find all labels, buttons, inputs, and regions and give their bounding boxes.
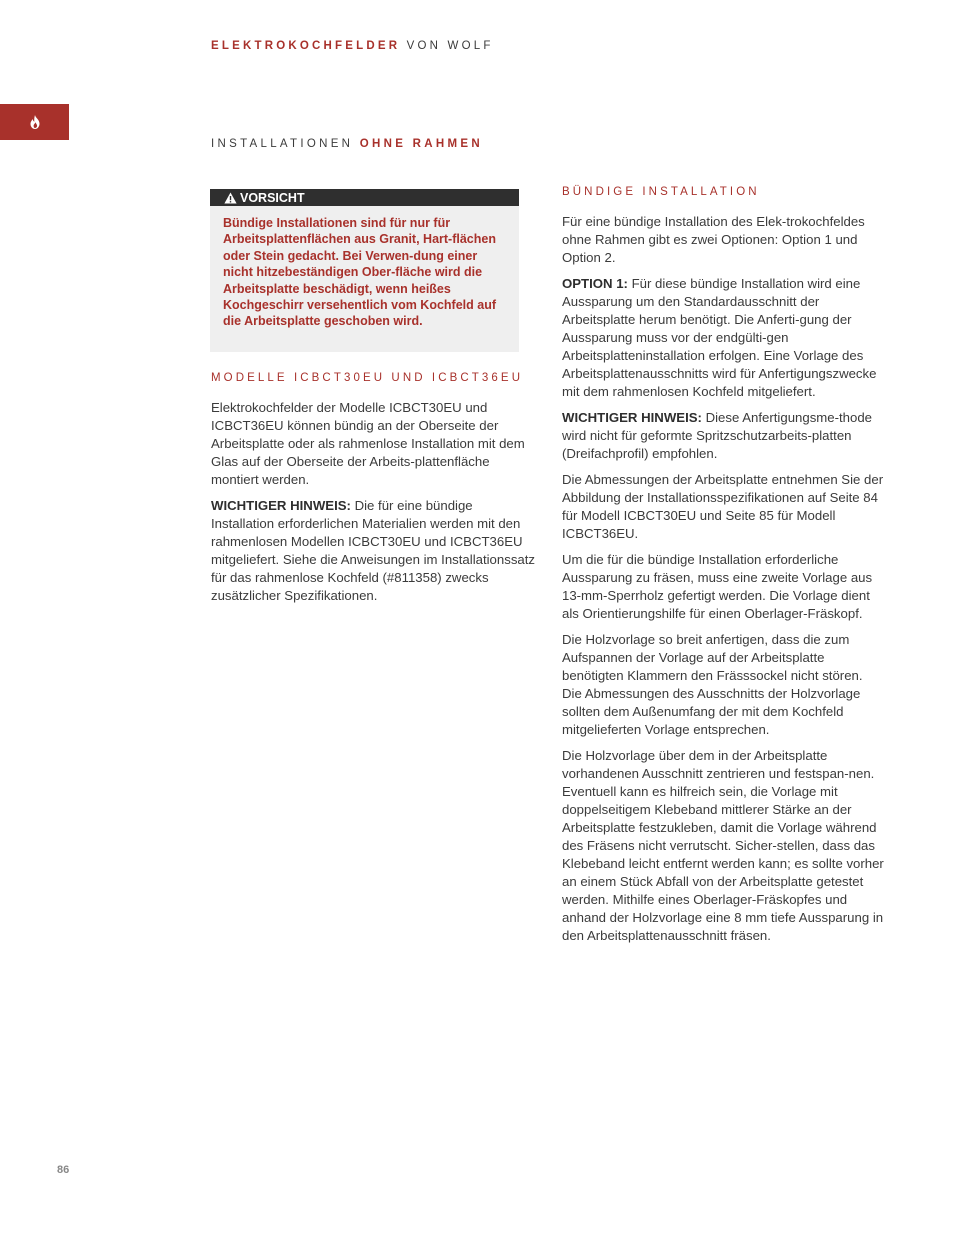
section-title-plain: INSTALLATIONEN bbox=[211, 138, 354, 150]
page-number: 86 bbox=[57, 1164, 70, 1176]
important-note-paragraph bbox=[211, 497, 536, 605]
header-suffix: VON WOLF bbox=[406, 40, 494, 52]
warning-icon bbox=[224, 192, 237, 204]
models-paragraph: Elektrokochfelder der Modelle ICBCT30EU und ICBCT36EU können bündig an der Oberseite der Arbeitsplatte oder als rahmenlose Installation mit dem Glas auf der Oberseite der Arbeits-plattenfläche montiert werden. bbox=[211, 400, 525, 487]
centering-paragraph: Die Holzvorlage über dem in der Arbeitsplatte vorhandenen Ausschnitt zentrieren und festspan-nen. Eventuell kann es hilfreich sein, die Vorlage mit doppelseitigem Klebeband mittlerer Stärke an der Arbeitsplatte festzukleben, damit die Vorlage während des Fräsens nicht verrutscht. Sicher-stellen, dass das Klebeband leicht entfernt werden kann; es sollte vorher an einem Stück Abfall von der Arbeitsplatte getestet werden. Mithilfe eines Oberlager-Fräskopfes und anhand der Holzvorlage eine 8 mm tiefe Aussparung in den Arbeitsplattenausschnitt fräsen. bbox=[562, 748, 884, 943]
wood-template-paragraph: Die Holzvorlage so breit anfertigen, dass die zum Aufspannen der Vorlage auf der Arbeitsplatte benötigten Klammern den Frässsockel nicht stören. Die Abmessungen des Ausschnitts der Holzvorlage sollten dem Außenumfang der mit dem Kochfeld mitgelieferten Vorlage entsprechen. bbox=[562, 632, 863, 737]
important-note-text: Die für eine bündige Installation erforderlichen Materialien werden mit den rahmenlosen Modellen ICBCT30EU und ICBCT36EU mitgeliefert. Siehe die Anweisungen im Installationssatz für das rahmenlose Kochfeld (#811358) zwecks zusätzlicher Spezifikationen. bbox=[211, 498, 536, 603]
caution-label: VORSICHT bbox=[240, 190, 305, 205]
option-1-paragraph bbox=[562, 275, 884, 401]
running-header bbox=[211, 40, 494, 52]
section-title-accent: OHNE RAHMEN bbox=[359, 138, 483, 150]
section-tab bbox=[0, 104, 69, 140]
models-heading: MODELLE ICBCT30EU UND ICBCT36EU bbox=[211, 372, 524, 384]
left-column bbox=[211, 372, 536, 613]
caution-box bbox=[210, 189, 519, 352]
caution-header bbox=[210, 189, 519, 206]
flame-icon bbox=[29, 115, 41, 129]
section-title bbox=[211, 138, 483, 150]
option-1-text: Für diese bündige Installation wird eine Aussparung um den Standardausschnitt der Arbeitsplatte herum benötigt. Die Anferti-gung der Aussparung muss vor der endgülti-gen Arbeitsplatteninstallation erfolgen. Eine Vorlage des Arbeitsplattenausschnitts wird für Anfertigungszwecke mit dem rahmenlosen Kochfeld mitgeliefert. bbox=[562, 276, 877, 399]
router-template-paragraph: Um die für die bündige Installation erforderliche Aussparung zu fräsen, muss eine zweite Vorlage aus 13-mm-Sperrholz gefertigt werden. Die Vorlage dient als Orientierungshilfe für einen Oberlager-Fräskopf. bbox=[562, 552, 873, 621]
fabrication-note-label: WICHTIGER HINWEIS: bbox=[562, 410, 702, 425]
fabrication-note-paragraph bbox=[562, 409, 884, 463]
intro-paragraph: Für eine bündige Installation des Elek-trokochfeldes ohne Rahmen gibt es zwei Optionen: Option 1 und Option 2. bbox=[562, 214, 865, 265]
fabrication-note-text: Diese Anfertigungsme-thode wird nicht für geformte Spritzschutzarbeits-platten (Dreifachprofil) empfohlen. bbox=[562, 410, 873, 461]
caution-text: Bündige Installationen sind für nur für Arbeitsplattenflächen aus Granit, Hart-flächen oder Stein gedacht. Bei Verwen-dung einer nicht hitzebeständigen Ober-fläche wird die Arbeitsplatte beschädigt, wenn heißes Kochgeschirr versehentlich vom Kochfeld auf die Arbeitsplatte geschoben wird. bbox=[223, 216, 496, 329]
right-column bbox=[562, 186, 884, 953]
dimensions-paragraph: Die Abmessungen der Arbeitsplatte entnehmen Sie der Abbildung der Installationsspezifikationen auf Seite 84 für Modell ICBCT30EU und Seite 85 für Modell ICBCT36EU. bbox=[562, 472, 884, 541]
important-note-label: WICHTIGER HINWEIS: bbox=[211, 498, 351, 513]
header-brand: ELEKTROKOCHFELDER bbox=[211, 40, 401, 52]
flush-installation-heading: BÜNDIGE INSTALLATION bbox=[562, 186, 760, 198]
option-1-label: OPTION 1: bbox=[562, 276, 628, 291]
